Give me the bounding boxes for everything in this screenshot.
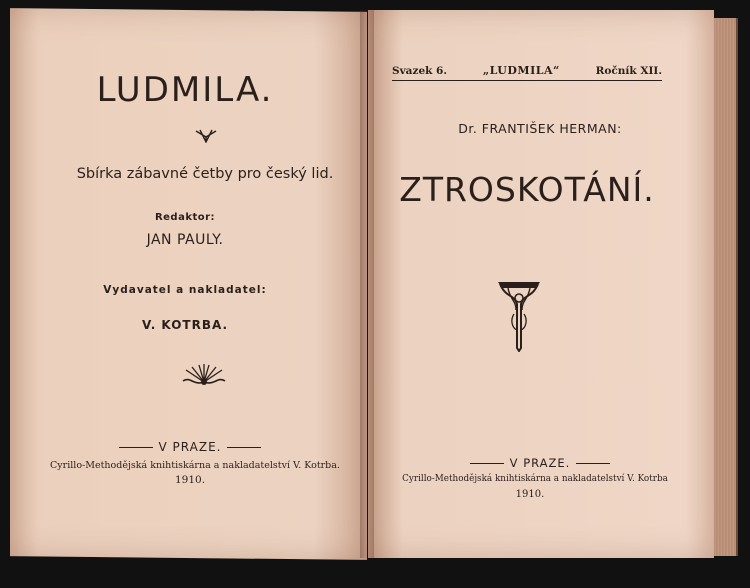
left-press: Cyrillo-Methodějská knihtiskárna a nakladatelství V. Kotrba.: [50, 460, 340, 471]
rule-line: [119, 447, 153, 448]
series-title: LUDMILA.: [96, 70, 274, 110]
book-spine: [360, 10, 374, 558]
author-name: Dr. FRANTIŠEK HERMAN:: [458, 121, 622, 136]
editor-label: Redaktor:: [154, 212, 216, 223]
rule-line: [576, 463, 610, 464]
art-nouveau-ornament-icon: [496, 280, 542, 356]
left-city: [90, 440, 290, 454]
book-title: ZTROSKOTÁNÍ.: [399, 170, 655, 209]
left-year: 1910.: [174, 474, 206, 486]
right-city: [440, 456, 640, 470]
rule-line: [470, 463, 504, 464]
running-header: [392, 64, 662, 81]
left-city-text: V PRAZE.: [158, 440, 222, 454]
right-city-text: V PRAZE.: [509, 456, 571, 470]
header-series: „LUDMILA“: [482, 64, 560, 77]
publisher-name: V. KOTRBA.: [141, 318, 229, 332]
small-ornament-icon: [195, 128, 217, 147]
sunburst-ornament-icon: [180, 364, 228, 392]
right-year: 1910.: [515, 489, 545, 500]
volume-number: Svazek 6.: [392, 65, 448, 77]
year-volume: Ročník XII.: [595, 65, 662, 77]
publisher-label: Vydavatel a nakladatel:: [103, 284, 267, 296]
rule-line: [227, 447, 261, 448]
page-edges: [714, 18, 738, 556]
editor-name: JAN PAULY.: [146, 232, 224, 248]
right-press: Cyrillo-Methodějská knihtiskárna a nakladatelství V. Kotrba: [402, 474, 668, 484]
subtitle: Sbírka zábavné četby pro český lid.: [76, 166, 334, 182]
